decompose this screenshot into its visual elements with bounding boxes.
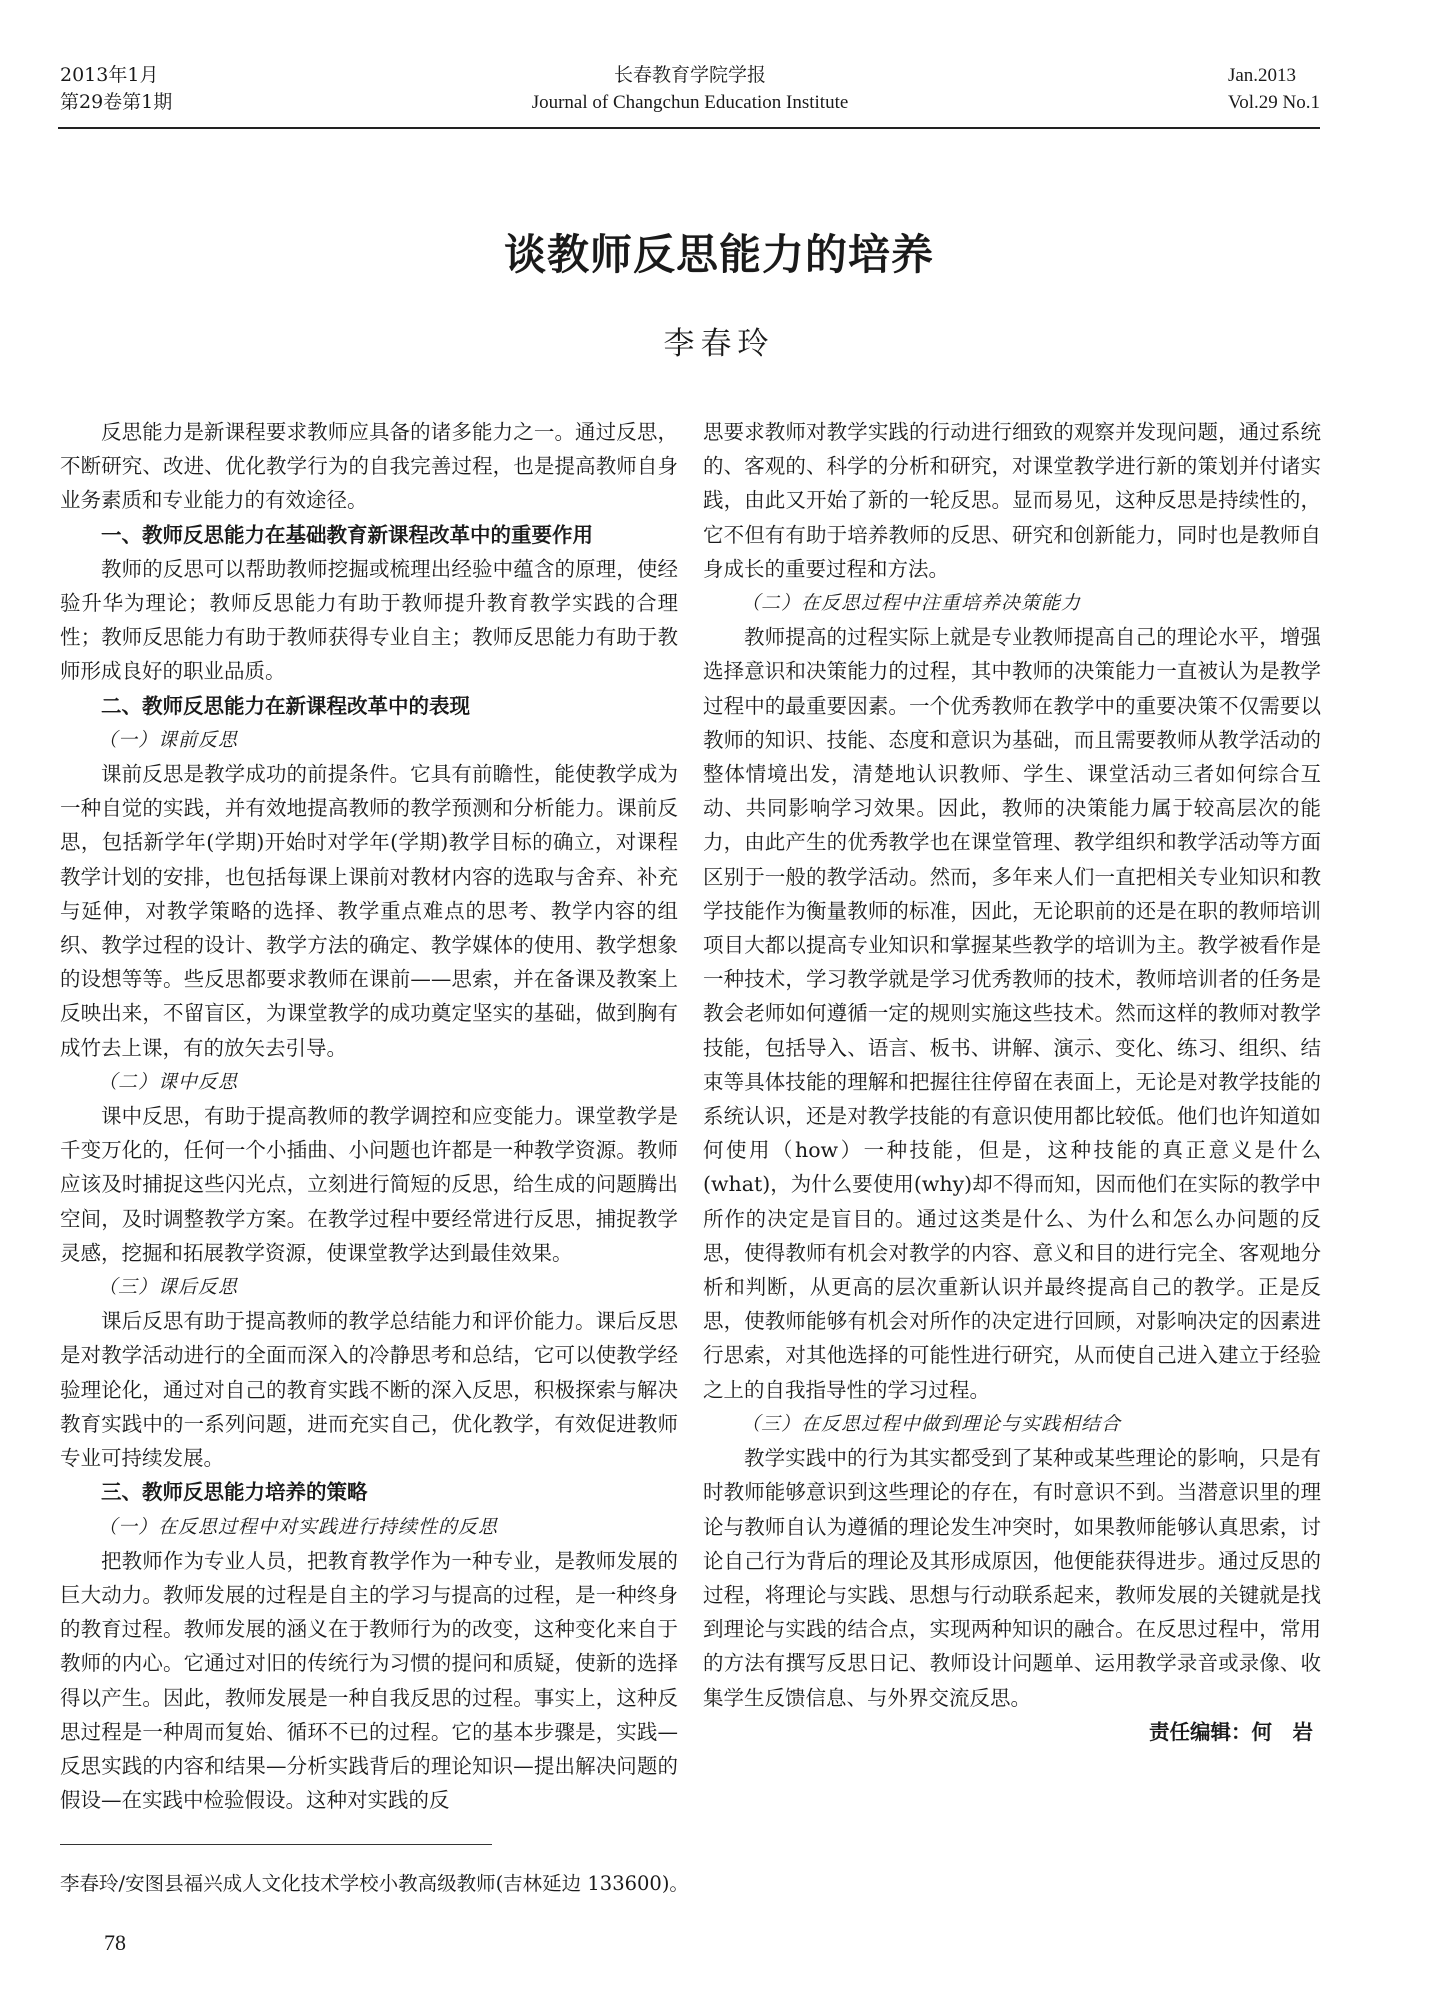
- section-heading: 二、教师反思能力在新课程改革中的表现: [101, 693, 470, 718]
- responsible-editor: 责任编辑：何 岩: [1149, 1719, 1313, 1744]
- journal-name-cn: 长春教育学院学报: [613, 65, 766, 86]
- subsection-heading: （二）在反思过程中注重培养决策能力: [741, 592, 1082, 615]
- body-paragraph: 课后反思有助于提高教师的教学总结能力和评价能力。课后反思是对教学活动进行的全面而深入的冷静思考和总结，它可以使教学经验理论化，通过对自己的教育实践不断的深入反思，积极探索与解决教育实践中的一系列问题，进而充实自己，优化教学，有效促进教师专业可持续发展。: [60, 1309, 678, 1471]
- body-paragraph: 教学实践中的行为其实都受到了某种或某些理论的影响，只是有时教师能够意识到这些理论的存在，有时意识不到。当潜意识里的理论与教师自认为遵循的理论发生冲突时，如果教师能够认真思索，讨论自己行为背后的理论及其形成原因，他便能获得进步。通过反思的过程，将理论与实践、思想与行动联系起来，教师发展的关键就是找到理论与实践的结合点，实现两种知识的融合。在反思过程中，常用的方法有撰写反思日记、教师设计问题单、运用教学录音或录像、收集学生反馈信息、与外界交流反思。: [703, 1446, 1321, 1710]
- running-header: [60, 62, 1320, 132]
- subsection-heading: （三）课后反思: [98, 1276, 239, 1299]
- body-paragraph: 课前反思是教学成功的前提条件。它具有前瞻性，能使教学成为一种自觉的实践，并有效地提高教师的教学预测和分析能力。课前反思，包括新学年(学期)开始时对学年(学期)教学目标的确立，对课程教学计划的安排，也包括每课上课前对教材内容的选取与舍弃、补充与延伸，对教学策略的选择、教学重点难点的思考、教学内容的组织、教学过程的设计、教学方法的确定、教学媒体的使用、教学想象的设想等等。些反思都要求教师在课前——思索，并在备课及教案上反映出来，不留盲区，为课堂教学的成功奠定坚实的基础，做到胸有成竹去上课，有的放矢去引导。: [60, 762, 678, 1060]
- subsection-heading: （一）在反思过程中对实践进行持续性的反思: [98, 1515, 499, 1538]
- subsection-heading: （一）课前反思: [98, 728, 239, 751]
- article-title: 谈教师反思能力的培养: [503, 230, 934, 279]
- journal-name: [60, 62, 1320, 116]
- issue-volume: 第29卷第1期: [60, 91, 173, 113]
- author-footnote: 李春玲/安图县福兴成人文化技术学校小教高级教师(吉林延边 133600)。: [60, 1872, 689, 1895]
- journal-name-en: Journal of Changchun Education Institute: [531, 92, 849, 113]
- subsection-heading: （二）课中反思: [98, 1070, 239, 1093]
- body-paragraph: 教师的反思可以帮助教师挖掘或梳理出经验中蕴含的原理，使经验升华为理论；教师反思能力有助于教师提升教育教学实践的合理性；教师反思能力有助于教师获得专业自主；教师反思能力有助于教师形成良好的职业品质。: [60, 556, 678, 684]
- issue-date-en: Jan.2013: [1227, 65, 1297, 86]
- issue-date: 2013年1月: [60, 64, 159, 86]
- section-heading: 一、教师反思能力在基础教育新课程改革中的重要作用: [101, 522, 593, 547]
- subsection-heading: （三）在反思过程中做到理论与实践相结合: [741, 1412, 1122, 1435]
- body-paragraph-continued: 思要求教师对教学实践的行动进行细致的观察并发现问题，通过系统的、客观的、科学的分析和研究，对课堂教学进行新的策划并付诸实践，由此又开始了新的一轮反思。显而易见，这种反思是持续性的，它不但有有助于培养教师的反思、研究和创新能力，同时也是教师自身成长的重要过程和方法。: [703, 420, 1321, 581]
- section-heading: 三、教师反思能力培养的策略: [101, 1480, 368, 1505]
- footnote-divider: [60, 1844, 492, 1845]
- body-paragraph: 课中反思，有助于提高教师的教学调控和应变能力。课堂教学是千变万化的，任何一个小插曲、小问题也许都是一种教学资源。教师应该及时捕捉这些闪光点，立刻进行简短的反思，给生成的问题腾出空间，及时调整教学方案。在教学过程中要经常进行反思，捕捉教学灵感，挖掘和拓展教学资源，使课堂教学达到最佳效果。: [60, 1104, 678, 1265]
- body-paragraph: 教师提高的过程实际上就是专业教师提高自己的理论水平，增强选择意识和决策能力的过程，其中教师的决策能力一直被认为是教学过程中的最重要因素。一个优秀教师在教学中的重要决策不仅需要以教师的知识、技能、态度和意识为基础，而且需要教师从教学活动的整体情境出发，清楚地认识教师、学生、课堂活动三者如何综合互动、共同影响学习效果。因此，教师的决策能力属于较高层次的能力，由此产生的优秀教学也在课堂管理、教学组织和教学活动等方面区别于一般的教学活动。然而，多年来人们一直把相关专业知识和教学技能作为衡量教师的标准，因此，无论职前的还是在职的教师培训项目大都以提高专业知识和掌握某些教学的培训为主。教学被看作是一种技术，学习教学就是学习优秀教师的技术，教师培训者的任务是教会老师如何遵循一定的规则实施这些技术。然而这样的教师对教学技能，包括导入、语言、板书、讲解、演示、变化、练习、组织、结束等具体技能的理解和把握往往停留在表面上，无论是对教学技能的系统认识，还是对教学技能的有意识使用都比较低。他们也许知道如何使用（how）一种技能，但是，这种技能的真正意义是什么(what)，为什么要使用(why)却不得而知，因而他们在实际的教学中所作的决定是盲目的。通过这类是什么、为什么和怎么办问题的反思，使得教师有机会对教学的内容、意义和目的进行完全、客观地分析和判断，从更高的层次重新认识并最终提高自己的教学。正是反思，使教师能够有机会对所作的决定进行回顾，对影响决定的因素进行思索，对其他选择的可能性进行研究，从而使自己进入建立于经验之上的自我指导性的学习过程。: [703, 625, 1321, 1402]
- right-column: [703, 415, 1321, 1749]
- issue-volume-en: Vol.29 No.1: [1227, 92, 1320, 113]
- header-divider: [58, 127, 1320, 129]
- issue-date-volume-en: [1228, 62, 1320, 116]
- page-number: 78: [104, 1930, 126, 1955]
- intro-paragraph: 反思能力是新课程要求教师应具备的诸多能力之一。通过反思，不断研究、改进、优化教学行为的自我完善过程，也是提高教师自身业务素质和专业能力的有效途径。: [60, 420, 678, 513]
- left-column: [60, 415, 678, 1817]
- article-author: 李春玲: [663, 326, 775, 362]
- body-paragraph: 把教师作为专业人员，把教育教学作为一种专业，是教师发展的巨大动力。教师发展的过程是自主的学习与提高的过程，是一种终身的教育过程。教师发展的涵义在于教师行为的改变，这种变化来自于教师的内心。它通过对旧的传统行为习惯的提问和质疑，使新的选择得以产生。因此，教师发展是一种自我反思的过程。事实上，这种反思过程是一种周而复始、循环不已的过程。它的基本步骤是，实践—反思实践的内容和结果—分析实践背后的理论知识—提出解决问题的假设—在实践中检验假设。这种对实践的反: [60, 1548, 678, 1813]
